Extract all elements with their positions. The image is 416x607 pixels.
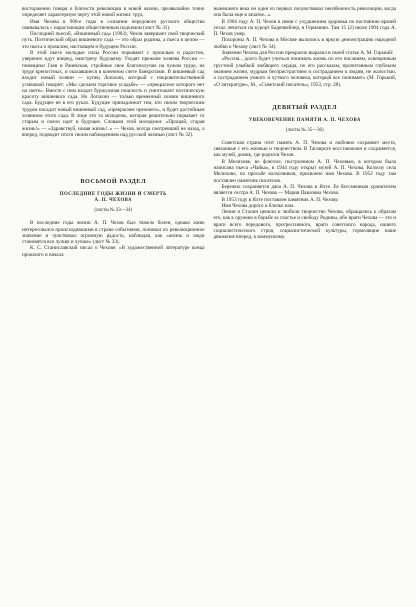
paragraph: Советская страна чтит память А. П. Чехова и любовно сохраняет места, связанные с его жизнью и творчеством. В Таганроге восстановлен и сохраняется, как музей, домик, где родился Чехов. [213,139,396,159]
paragraph: В последние годы жизни А. П. Чехов был тяжело болен, однако живо интересовался происходившими в стране событиями, понимал их революционное значение и чувствовал огромную радость, наблюдая, как «жизнь и люди становятся все лучше и лучше» (лист № 33). [22,220,205,246]
paragraph: восторженно говоря о близости революции в новой жизни, чрезвычайно точно определяет характерную черту этой новой жизни: труд. [22,6,205,19]
paragraph: Последней пьесой, «Вишневый сад» (1903), Чехов завершает свой творческий путь. Поэтический образ вишневого сада — это образ родины, а пьеса в целом — это пьеса о прошлом, настоящем и будущем России. [22,31,205,50]
paragraph: Имя Чехова дорого и близко нам. [221,202,295,209]
paragraph: «Россия... долго будет учиться понимать жизнь по его писаниям, освещенным грустной улыбкой любящего сердца, по его рассказам, пропитанным глубоким знанием жизни, мудрым беспристрастием и состраданием к людям, не жалостью, а состраданием умного и чуткого человека, который все понимает» (М. Горький, «О литературе», М., «Советский писатель», 1953, стр. 28). [213,56,396,88]
section-eight [22,178,205,214]
paragraph: Бережно сохраняется дача А. П. Чехова в Ялте. Ее бессменным хранителем является сестра А. П. Чехова — Мария Павловна Чехова. [213,183,396,197]
section-nine [214,104,397,134]
section-heading: ДЕВЯТЫЙ РАЗДЕЛ [272,103,338,111]
right-column [214,6,397,258]
section-heading: ВОСЬМОЙ РАЗДЕЛ [80,178,147,186]
paragraph: В 1953 году в Ялте поставлен памятник А. П. Чехову. [221,196,339,203]
section-subheading-line1: ПОСЛЕДНИЕ ГОДЫ ЖИЗНИ И СМЕРТЬ [59,192,167,198]
paragraph: Значение Чехова для России прекрасно выразил в своей статье А. М. Горький: [221,50,394,57]
paragraph: К. С. Станиславский писал о Чехове: «В художественной литературе конца прошлого и начала [22,245,205,258]
sheets-reference: (листы № 35—36) [285,127,324,133]
left-column [22,6,205,258]
section-subheading-line2: А. П. ЧЕХОВА [94,198,132,204]
paragraph: В Мелихове, во флигеле, построенном А. П. Чеховым, в котором была написана пьеса «Чайка», в 1944 году открыт музей А. П. Чехова. Колхозу села Мелихово, по просьбе колхозников, присвоено имя Чехова. В 1952 году там поставлен памятник писателю. [213,158,396,184]
paragraph: нынешнего века он один из первых почувствовал неизбежность революции, когда она была еще в зачатке...». [213,6,396,19]
paragraph: В этой пьесе молодые силы России порывают с прошлым и радостно, уверенно идут вперед, навстречу будущему. Уходят прежние хозяева России — помещики Гаев и Раневская, стройные свое благополучие на чужом труде, на труде крепостных, и оказавшиеся в конечном счете банкротами. В вишневый сад входит новый хозяин — купец Лопахин, который с покровительственной усмешкой говорит: «Мы сделаем торговое усадьбе» — «прекрасное которого нет на свете». Вместе с ним входит буржуазная пошлость и уничтожает поэтическую красоту вишневого сада. Но Лопахин — только временный хозяин вишневого сада. Будущее не в его руках. Будущее принадлежит тем, кто своим творческим трудом насадит новый вишневый сад, «прекраснее прежнего», и будет достойным хозяином этого сада. В лице это та молодежь, которая решительно порывает со старым и смело идет в будущее. Словами этой молодежи: «Прощай, старая жизнь!» — «Здравствуй, новая жизнь!..» — Чехов, всегда смотревший не назад, а вперед, подводит итоги своим наблюдениям над русской жизнью (лист № 32). [22,50,205,138]
paragraph: Похороны А. П. Чехова в Москве вылились в яркую демонстрацию народной любви к Чехову (лист № 34). [213,37,396,50]
paragraph: Имя Чехова в 900-е годы в сознании передового русского общества связывалось с нарастающим общественным подъемом (лист № 31). [22,18,205,31]
paragraph: В 1904 году А. П. Чехов в связи с ухудшением здоровья по настоянию врачей уехал лечиться на курорт Баденвейлер, в Германию. Там 15 (2) июля 1904 года А. П. Чехов умер. [213,18,396,38]
paragraph: Ленин и Сталин ценили и любили творчество Чехова, обращались к образам его, как к оружию в борьбе за счастье и свободу Родины, ибо враги Чехова — это и враги всего передового, прогрессивного, враги советского народа, нашего социалистического строя, социалистической культуры, тормозящие наше движение вперед, к коммунизму. [213,209,396,241]
spacer [22,138,205,178]
two-column-layout [22,6,396,258]
sheets-reference: (листы № 33—34) [94,208,133,214]
section-subheading: УВЕКОВЕЧЕНИЕ ПАМЯТИ А. П. ЧЕХОВА [248,117,361,123]
